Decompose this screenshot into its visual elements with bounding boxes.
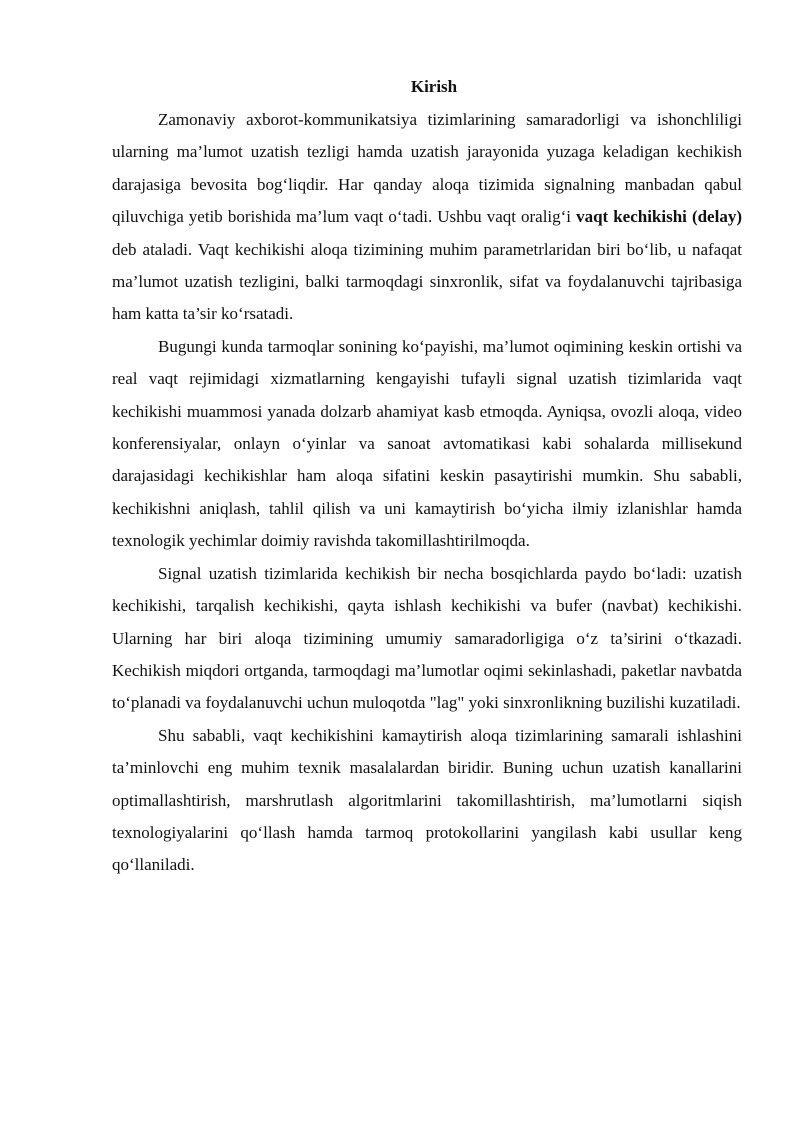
- delay-term: vaqt kechikishi (delay): [576, 207, 742, 227]
- paragraph-delay-types: Signal uzatish tizimlarida kechikish bir necha bosqichlarda paydo bo‘ladi: uzatish kechikishi, tarqalish kechikishi, qayta ishlash kechikishi va bufer (navbat) kechikishi. Ularning har biri aloqa tizimining umumiy samaradorligiga o‘z ta’sirini o‘tkazadi. Kechikish miqdori ortganda, tarmoqdagi ma’lumotlar oqimi sekinlashadi, paketlar navbatda to‘planadi va foydalanuvchi uchun muloqotda "lag" yoki sinxronlikning buzilishi kuzatiladi.: [112, 563, 742, 713]
- page-title: Kirish: [410, 77, 458, 96]
- paragraph-relevance: Bugungi kunda tarmoqlar sonining ko‘payishi, ma’lumot oqimining keskin ortishi va real vaqt rejimidagi xizmatlarning kengayishi tufayli signal uzatish tizimlarida vaqt kechikishi muammosi yanada dolzarb ahamiyat kasb etmoqda. Ayniqsa, ovozli aloqa, video konferensiyalar, onlayn o‘yinlar va sanoat avtomatikasi kabi sohalarda millisekund darajasidagi kechikishlar ham aloqa sifatini keskin pasaytirishi mumkin. Shu sababli, kechikishni aniqlash, tahlil qilish va uni kamaytirish bo‘yicha ilmiy izlanishlar hamda texnologik yechimlar doimiy ravishda takomillashtirilmoqda.: [112, 336, 742, 551]
- document-page: [112, 70, 742, 882]
- paragraph-intro-before: Zamonaviy axborot-kommunikatsiya tizimlarining samaradorligi va ishonchliligi ularning ma’lumot uzatish tezligi hamda uzatish jarayonida yuzaga keladigan kechikish darajasiga bevosita bog‘liqdir. Har qanday aloqa tizimida signalning manbadan qabul qiluvchiga yetib borishida ma’lum vaqt o‘tadi. Ushbu vaqt oralig‘i: [112, 110, 742, 227]
- paragraph-intro: [112, 104, 742, 331]
- paragraph-intro-after: deb ataladi. Vaqt kechikishi aloqa tizimining muhim parametrlaridan biri bo‘lib, u nafaqat ma’lumot uzatish tezligini, balki tarmoqdagi sinxronlik, sifat va foydalanuvchi tajribasiga ham katta ta’sir ko‘rsatadi.: [112, 239, 742, 324]
- paragraph-solutions: Shu sababli, vaqt kechikishini kamaytirish aloqa tizimlarining samarali ishlashini ta’minlovchi eng muhim texnik masalalardan biridir. Buning uchun uzatish kanallarini optimallashtirish, marshrutlash algoritmlarini takomillashtirish, ma’lumotlarni siqish texnologiyalarini qo‘llash hamda tarmoq protokollarini yangilash kabi usullar keng qo‘llaniladi.: [112, 725, 742, 875]
